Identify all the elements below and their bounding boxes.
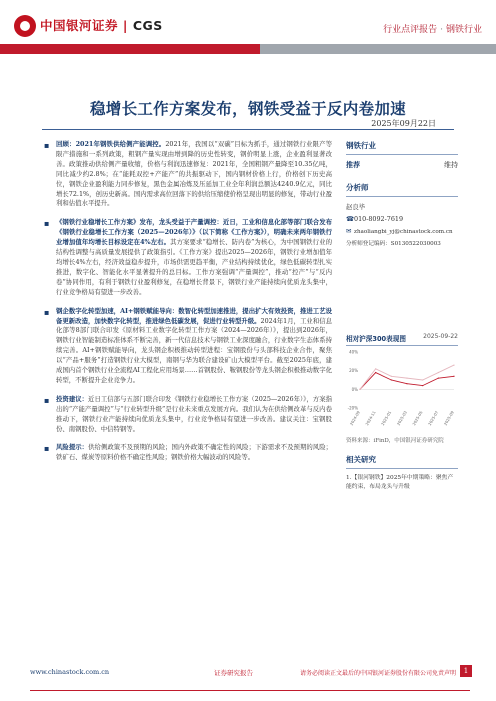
summary-column: [42, 140, 332, 472]
x-tick-label: 2024-11: [364, 410, 377, 427]
analyst-phone: [346, 215, 458, 223]
report-date: 2025年09月22日: [371, 119, 436, 128]
rating-row: [346, 160, 458, 170]
brand-separator: |: [122, 18, 128, 33]
bullet-icon: ▪: [44, 395, 50, 405]
series-point: [406, 383, 407, 384]
series-line-0: [360, 373, 454, 390]
report-industry: 钢铁行业: [445, 25, 482, 35]
series-point: [391, 376, 392, 377]
series-point: [391, 379, 392, 380]
series-point: [438, 372, 439, 373]
report-title: 稳增长工作方案发布，钢铁受益于反内卷加速: [89, 99, 406, 118]
series-point: [406, 378, 407, 379]
analyst-phone-value: 010-8092-7619: [354, 215, 404, 223]
bullet-icon: ▪: [44, 307, 50, 317]
series-point: [422, 379, 423, 380]
summary-bullet: [42, 218, 332, 297]
analyst-email-value[interactable]: zhaoliangbi_yj@chinastock.com.cn: [354, 229, 453, 235]
summary-bullet: [42, 443, 332, 463]
summary-bullet: [42, 395, 332, 435]
category-separator: ·: [440, 25, 443, 35]
bullet-body: 2021年，我国以“双碳”目标为抓手，通过钢铁行业限产等限产措施和一系列政策，粗钢产量实现由增到降的历史性转变，钢价明显上涨，企业盈利显著改善。政策推动供给侧产量收缩，价格与利润迅速修复：2021年，全国粗钢产量降至10.35亿吨，同比减少约2.8%；在“能耗双控+产能产”的共振驱动下，国内钢材价格上行，价格创下历史高位，钢铁企业盈利能力同步修复，黑色金属冶炼及压延加工业全年利润总额达4240.9亿元，同比增长72.1%，创历史新高。国内需求高位回落下的供给压缩使价格呈现出明显的修复，带动行业盈利和估值水平提升。: [56, 140, 332, 208]
x-tick-label: 2025-03: [395, 410, 408, 427]
brand-name-cn: 中国银河证券: [40, 18, 119, 33]
header-bar: [0, 44, 496, 54]
summary-bullet: [42, 140, 332, 209]
footer-divider: [30, 690, 470, 691]
chart-source: 资料来源：iFinD，中国银河证券研究院: [346, 438, 444, 444]
series-point: [375, 372, 376, 373]
bullet-body: 供给侧政策不及预期的风险；国内外政策不确定性的风险；下游需求不及预期的风险；铁矿石、煤炭等原料价格不确定性风险；钢铁价格大幅波动的风险等。: [56, 443, 333, 462]
series-point: [438, 378, 439, 379]
footer-disclaimer: 请务必阅读正文最后的中国银河证券股份有限公司免责声明: [300, 670, 457, 677]
report-type: 行业点评报告: [383, 25, 438, 35]
x-tick-label: 2025-07: [426, 410, 440, 427]
rating-key: 推荐: [346, 160, 360, 169]
bullet-icon: ▪: [44, 444, 50, 454]
analyst-cert: 分析师登记编码：S0130522030003: [346, 241, 441, 247]
y-tick-label: 40%: [349, 349, 358, 355]
brand-name-en: CGS: [132, 18, 163, 33]
series-point: [453, 376, 454, 377]
bullet-body: 近日工信部与五部门联合印发《钢铁行业稳增长工作方案（2025—2026年）》，方案指出的“产能产量调控”与“行业转型升级”是行业未来重点发展方向。我们认为在供给侧改革与反内卷推动下，钢铁行业产能持续向优质龙头集中，行业竞争格局有望进一步改善。建议关注：宝钢股份、南钢股份、中信特钢等。: [56, 394, 332, 433]
report-category: [383, 22, 482, 35]
sidebar-column: [346, 140, 458, 491]
bullet-icon: ▪: [44, 141, 50, 150]
x-tick-label: 2025-09: [442, 410, 455, 427]
page-number: 1: [460, 665, 472, 677]
x-tick-label: 2025-01: [379, 410, 393, 427]
performance-chart: [346, 345, 458, 432]
series-point: [453, 364, 454, 365]
bullet-icon: ▪: [44, 219, 50, 229]
bullet-lead: 投资建议：: [56, 394, 89, 403]
chart-title-text: 相对沪深300表现图: [346, 335, 406, 343]
x-tick-label: 2024-09: [348, 410, 361, 427]
rating-section-title: 钢铁行业: [346, 140, 458, 155]
series-point: [422, 385, 423, 386]
footer-label: 证券研究报告: [214, 669, 253, 677]
mail-icon: ✉: [346, 227, 352, 235]
chart-date: 2025-09-22: [423, 333, 458, 340]
phone-icon: ☎: [346, 215, 354, 223]
bullet-lead: 钢企数字化转型加速，AI+钢铁赋能导向：数智化转型加速推进，提出扩大有效投资，推进工艺设备更新改造，加快数字化转型，推进绿色低碳发展，促进行业转型升级。: [56, 306, 332, 325]
series-point: [375, 368, 376, 369]
x-tick-label: 2025-05: [411, 410, 424, 427]
footer-site[interactable]: www.chinastock.com.cn: [30, 668, 110, 676]
bullet-lead: 《钢铁行业稳增长工作方案》发布，龙头受益于产量调控：近日，工业和信息化部等部门联合发布《钢铁行业稳增长工作方案（2025—2026年）》（以下简称《工作方案》），明确未来两年钢铁行业增加值年均增长目标设定在4%左右。: [56, 218, 332, 247]
bullet-lead: 回顾：2021年钢铁供给侧产能调控。: [56, 140, 166, 148]
related-research-item[interactable]: 1.【银河钢铁】2025年中期策略：聚焦产能约束，布局龙头与升级: [346, 475, 454, 490]
bullet-body: 其方案要求“稳增长、防内卷”为核心，为中国钢铁行业的结构性调整与高质量发展提供了政策指引。《工作方案》提出2025—2026年，钢铁行业增加值年均增长4%左右，经济效益稳步提升，市场供需更趋平衡，产业结构持续优化，绿色低碳转型扎实推进，数字化、智能化水平显著提升的总目标。工作方案强调“产量调控”，推动“控产”与“反内卷”协同作用，有利于钢铁行业盈利修复，在稳增长背景下，钢铁行业产能持续向优质龙头集中，行业竞争格局有望进一步改善。: [56, 238, 332, 296]
summary-bullet: [42, 307, 332, 386]
brand-logo-icon: [14, 15, 36, 37]
analyst-email[interactable]: [346, 227, 458, 235]
spacer: [346, 251, 458, 333]
chart-title: [346, 333, 458, 343]
series-line-1: [360, 365, 454, 389]
brand-name: [40, 16, 163, 34]
analyst-name: 赵良毕: [346, 203, 366, 211]
series-point: [359, 389, 360, 390]
y-tick-label: 20%: [349, 368, 358, 374]
y-tick-label: 0%: [351, 386, 358, 392]
report-header: [0, 0, 496, 56]
analyst-section-title: 分析师: [346, 182, 458, 197]
bullet-body: 2024年1月，工业和信息化部等8部门联合印发《原材料工业数字化转型工作方案（2024—2026年）》，提出到2026年，钢铁行业智能制造标准体系不断完善，新一代信息技术与钢铁工业深度融合，行业数字生态体系持续完善。AI+钢铁赋能导向，龙头钢企积极推动转型进程：宝钢股份与头部科技企业合作，聚焦以“产品+服务”打造钢铁行业大模型，南钢与华为联合建设矿山大模型平台。截至2025年底，建成国内首个钢铁行业全流程AI工程化应用场景……首钢股份、鞍钢股份等龙头钢企积极推动数字化转型，不断提升企业竞争力。: [56, 316, 332, 384]
title-divider: [42, 129, 454, 130]
bullet-lead: 风险提示：: [56, 443, 89, 452]
y-tick-label: -20%: [347, 405, 358, 411]
rating-value: 维持: [444, 161, 458, 169]
related-research-title: 相关研究: [346, 454, 458, 469]
